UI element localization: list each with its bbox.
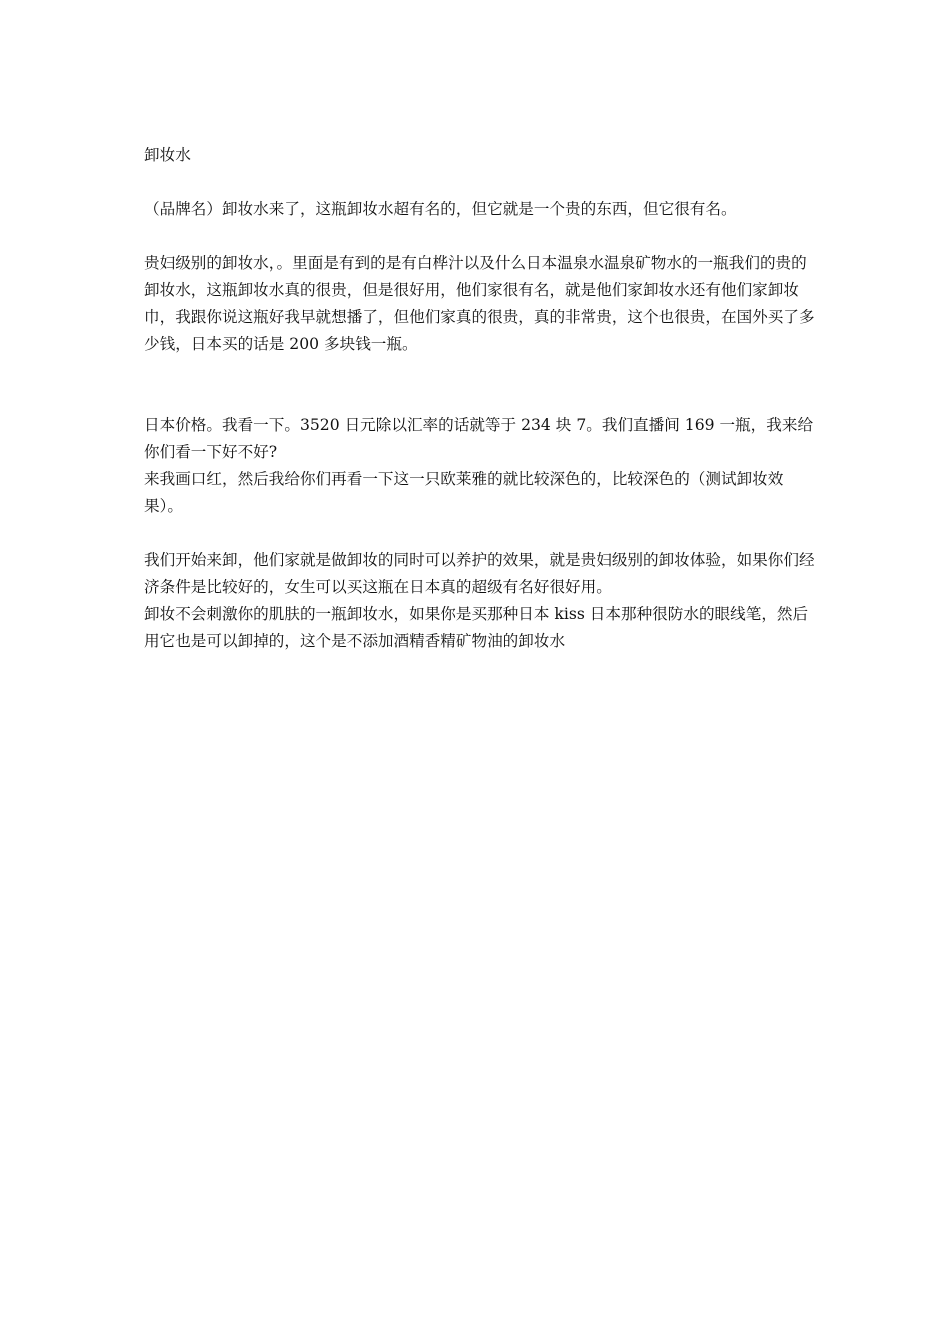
paragraph-removal: 我们开始来卸，他们家就是做卸妆的同时可以养护的效果，就是贵妇级别的卸妆体验，如果你们经济条件是比较好的，女生可以买这瓶在日本真的超级有名好很好用。 — [144, 551, 815, 596]
spacer — [144, 520, 820, 547]
paragraph-intro: （品牌名）卸妆水来了，这瓶卸妆水超有名的，但它就是一个贵的东西，但它很有名。 — [144, 200, 737, 218]
spacer — [144, 358, 820, 412]
paragraph-demo: 来我画口红，然后我给你们再看一下这一只欧莱雅的就比较深色的，比较深色的（测试卸妆效果）。 — [144, 470, 784, 515]
paragraph-description: 贵妇级别的卸妆水，。里面是有到的是有白桦汁以及什么日本温泉水温泉矿物水的一瓶我们的贵的卸妆水，这瓶卸妆水真的很贵，但是很好用，他们家很有名，就是他们家卸妆水还有他们家卸妆巾，我跟你说这瓶好我早就想播了，但他们家真的很贵，真的非常贵，这个也很贵，在国外买了多少钱，日本买的话是 200 多块钱一瓶。 — [144, 254, 815, 353]
paragraph-gentle: 卸妆不会刺激你的肌肤的一瓶卸妆水，如果你是买那种日本 kiss 日本那种很防水的眼线笔，然后用它也是可以卸掉的，这个是不添加酒精香精矿物油的卸妆水 — [144, 605, 809, 650]
spacer — [144, 169, 820, 196]
document-body — [144, 142, 820, 655]
document-title: 卸妆水 — [144, 146, 191, 164]
paragraph-price: 日本价格。我看一下。3520 日元除以汇率的话就等于 234 块 7。我们直播间 169 一瓶，我来给你们看一下好不好? — [144, 416, 814, 461]
spacer — [144, 223, 820, 250]
